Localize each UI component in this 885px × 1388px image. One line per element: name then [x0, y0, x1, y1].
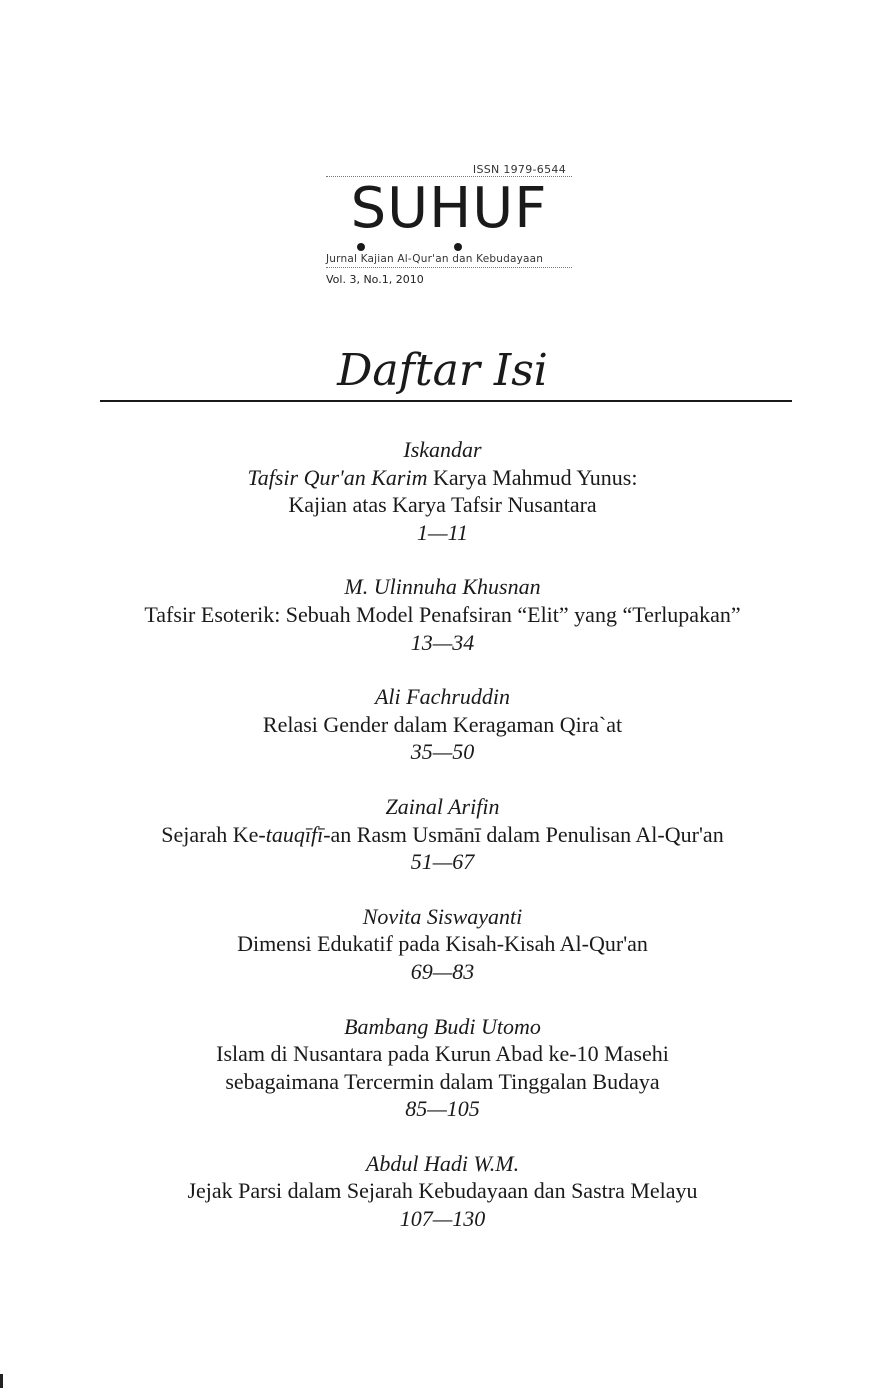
title-rule: [100, 400, 792, 402]
entry-title-italic: tauqīfī: [265, 821, 324, 847]
scan-edge-mark: [0, 1374, 3, 1388]
entry-title-text: Sejarah Ke-: [161, 821, 266, 847]
entry-title-line: [40, 821, 845, 849]
entry-title-line: Jejak Parsi dalam Sejarah Kebudayaan dan Sastra Melayu: [187, 1178, 698, 1204]
entry-pages: 1—11: [417, 519, 468, 545]
toc-entry: [40, 793, 845, 876]
logo-dot-left: [357, 243, 365, 251]
entry-author: Novita Siswayanti: [362, 903, 523, 929]
masthead: [326, 163, 572, 286]
entry-author: Iskandar: [403, 437, 482, 462]
entry-author: Abdul Hadi W.M.: [365, 1150, 520, 1176]
entry-author: M. Ulinnuha Khusnan: [344, 574, 541, 600]
entry-author: Ali Fachruddin: [374, 684, 511, 710]
entry-title-line: Kajian atas Karya Tafsir Nusantara: [288, 492, 597, 518]
page-title: Daftar Isi: [337, 345, 548, 396]
toc-entry: [40, 573, 845, 656]
journal-subtitle: Jurnal Kajian Al-Qur'an dan Kebudayaan: [326, 253, 544, 265]
toc-entry: [40, 436, 845, 546]
entry-author: Zainal Arifin: [385, 793, 500, 819]
entry-pages: 85—105: [405, 1096, 480, 1122]
entry-title-line: Dimensi Edukatif pada Kisah-Kisah Al-Qur'an: [237, 931, 648, 957]
entry-pages: 51—67: [410, 849, 475, 875]
toc-entry: [40, 1013, 845, 1123]
toc-entry: [40, 903, 845, 986]
entry-pages: 107—130: [399, 1206, 486, 1232]
masthead-dotted-rule-bottom: [326, 267, 572, 268]
entry-title-line: sebagaimana Tercermin dalam Tinggalan Budaya: [225, 1068, 660, 1094]
entry-author: Bambang Budi Utomo: [344, 1013, 541, 1039]
logo-dot-right: [454, 243, 462, 251]
entry-pages: 13—34: [410, 629, 475, 655]
entry-title-line: Islam di Nusantara pada Kurun Abad ke-10 Masehi: [216, 1041, 669, 1067]
entry-title-italic: Tafsir Qur'an Karim: [247, 464, 428, 490]
table-of-contents: [40, 436, 845, 1260]
entry-title-text: -an Rasm Usmānī dalam Penulisan Al-Qur'an: [323, 821, 724, 847]
entry-title-line: [40, 464, 845, 492]
toc-entry: [40, 683, 845, 766]
entry-pages: 69—83: [410, 958, 475, 984]
journal-logo: [326, 176, 572, 241]
toc-entry: [40, 1150, 845, 1233]
journal-logo-text: SUHUF: [350, 176, 548, 241]
entry-title-line: Relasi Gender dalam Keragaman Qira`at: [262, 711, 623, 737]
entry-title-line: Tafsir Esoterik: Sebuah Model Penafsiran “Elit” yang “Terlupakan”: [144, 601, 741, 627]
entry-pages: 35—50: [410, 739, 475, 765]
issn-label: ISSN 1979-6544: [472, 163, 566, 176]
entry-title-text: Karya Mahmud Yunus:: [427, 464, 638, 490]
volume-label: Vol. 3, No.1, 2010: [326, 273, 424, 286]
